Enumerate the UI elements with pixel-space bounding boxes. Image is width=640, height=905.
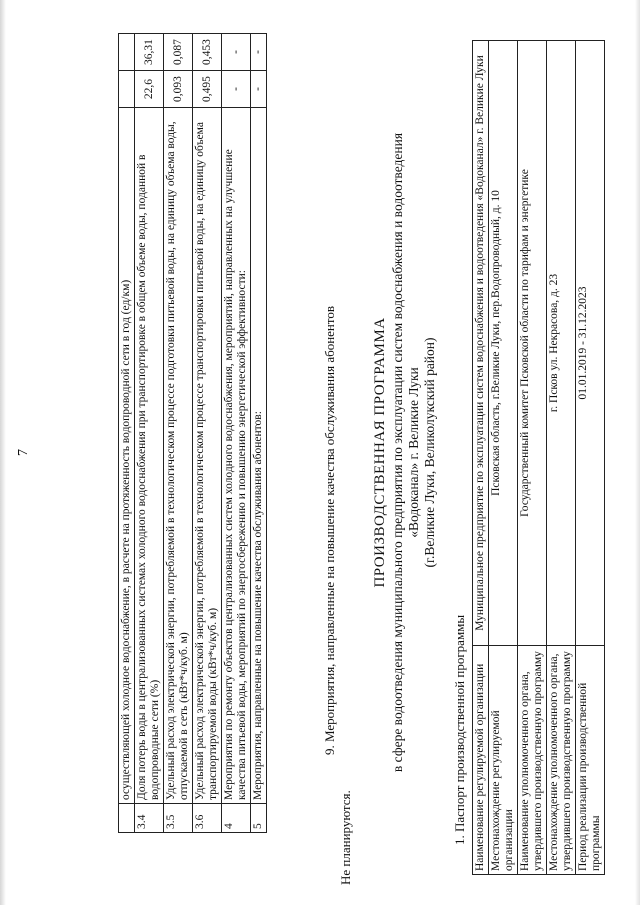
row-text: Доля потерь воды в централизованных системах холодного водоснабжения при транспортировке в общем объеме воды, поданной в водопроводные сети (%) xyxy=(135,108,164,804)
row-value-target xyxy=(119,34,135,71)
passport-value: Государственный комитет Псковской области по тарифам и энергетике xyxy=(518,41,547,646)
passport-table xyxy=(472,40,605,875)
program-subtitle-2: «Водоканал» г. Великие Луки xyxy=(406,367,421,538)
row-text: Удельный расход электрической энергии, потребляемой в технологическом процессе транспортировки питьевой воды, на единицу объема транспортируемой воды (кВт*ч/куб. м) xyxy=(193,108,222,804)
row-value-target: 0,087 xyxy=(164,34,193,71)
row-value-target: 36,31 xyxy=(135,34,164,71)
row-value-base: 0,093 xyxy=(164,71,193,108)
passport-key: Местонахождение уполномоченного органа, утвердившего производственную программу xyxy=(547,646,576,875)
indicators-table xyxy=(118,33,267,833)
program-subtitle-1: в сфере водоотведения муниципального предприятия по эксплуатации систем водоснабжения и водоотведения xyxy=(390,132,405,773)
row-value-target: 0,453 xyxy=(193,34,222,71)
section-9-heading: 9. Мероприятия, направленные на повышение качества обслуживания абонентов xyxy=(322,305,337,755)
passport-key: Наименование регулируемой организации xyxy=(473,646,489,875)
section-9-text: Не планируются. xyxy=(338,790,353,885)
row-value-base: - xyxy=(222,71,251,108)
row-number xyxy=(119,804,135,833)
row-value-target: - xyxy=(251,34,267,71)
table-row xyxy=(518,41,547,875)
row-value-base: 22,6 xyxy=(135,71,164,108)
row-number: 3.4 xyxy=(135,804,164,833)
table-row xyxy=(547,41,576,875)
passport-value: 01.01.2019 - 31.12.2023 xyxy=(576,41,605,646)
row-number: 4 xyxy=(222,804,251,833)
passport-value: Муниципальное предприятие по эксплуатации систем водоснабжения и водоотведения «Водоканал» г. Великие Луки xyxy=(473,41,489,646)
row-number: 5 xyxy=(251,804,267,833)
row-value-base: 0,495 xyxy=(193,71,222,108)
row-text: Мероприятия по ремонту объектов централизованных систем холодного водоснабжения, мероприятий, направленных на улучшение качества питьевой воды, мероприятий по энергосбережению и повышению энергетической эффективности: xyxy=(222,108,251,804)
table-row xyxy=(135,34,164,833)
passport-key: Наименование уполномоченного органа, утвердившего производственную программу xyxy=(518,646,547,875)
passport-key: Период реализации производственной программы xyxy=(576,646,605,875)
passport-key: Местонахождение регулируемой организации xyxy=(489,646,518,875)
row-value-target: - xyxy=(222,34,251,71)
passport-heading: 1. Паспорт производственной программы xyxy=(452,614,467,845)
table-row xyxy=(164,34,193,833)
row-value-base xyxy=(119,71,135,108)
table-row xyxy=(473,41,489,875)
table-row xyxy=(489,41,518,875)
table-row xyxy=(576,41,605,875)
row-number: 3.6 xyxy=(193,804,222,833)
row-value-base: - xyxy=(251,71,267,108)
program-subtitle-3: (г.Великие Луки, Великолукский район) xyxy=(422,337,437,568)
passport-value: Псковская область, г.Великие Луки, пер.Водопроводный, д. 10 xyxy=(489,41,518,646)
row-number: 3.5 xyxy=(164,804,193,833)
page-number: 7 xyxy=(16,449,31,456)
table-row xyxy=(119,34,135,833)
row-text: Мероприятия, направленные на повышение качества обслуживания абонентов: xyxy=(251,108,267,804)
row-text: Удельный расход электрической энергии, потребляемой в технологическом процессе подготовки питьевой воды, на единицу объема воды, отпускаемой в сеть (кВт*ч/куб. м) xyxy=(164,108,193,804)
table-row xyxy=(251,34,267,833)
table-row xyxy=(222,34,251,833)
passport-value: г. Псков ул. Некрасова, д. 23 xyxy=(547,41,576,646)
program-title: ПРОИЗВОДСТВЕННАЯ ПРОГРАММА xyxy=(372,317,388,588)
row-text: осуществляющей холодное водоснабжение, в расчете на протяженность водопроводной сети в год (ед/км) xyxy=(119,108,135,804)
table-row xyxy=(193,34,222,833)
